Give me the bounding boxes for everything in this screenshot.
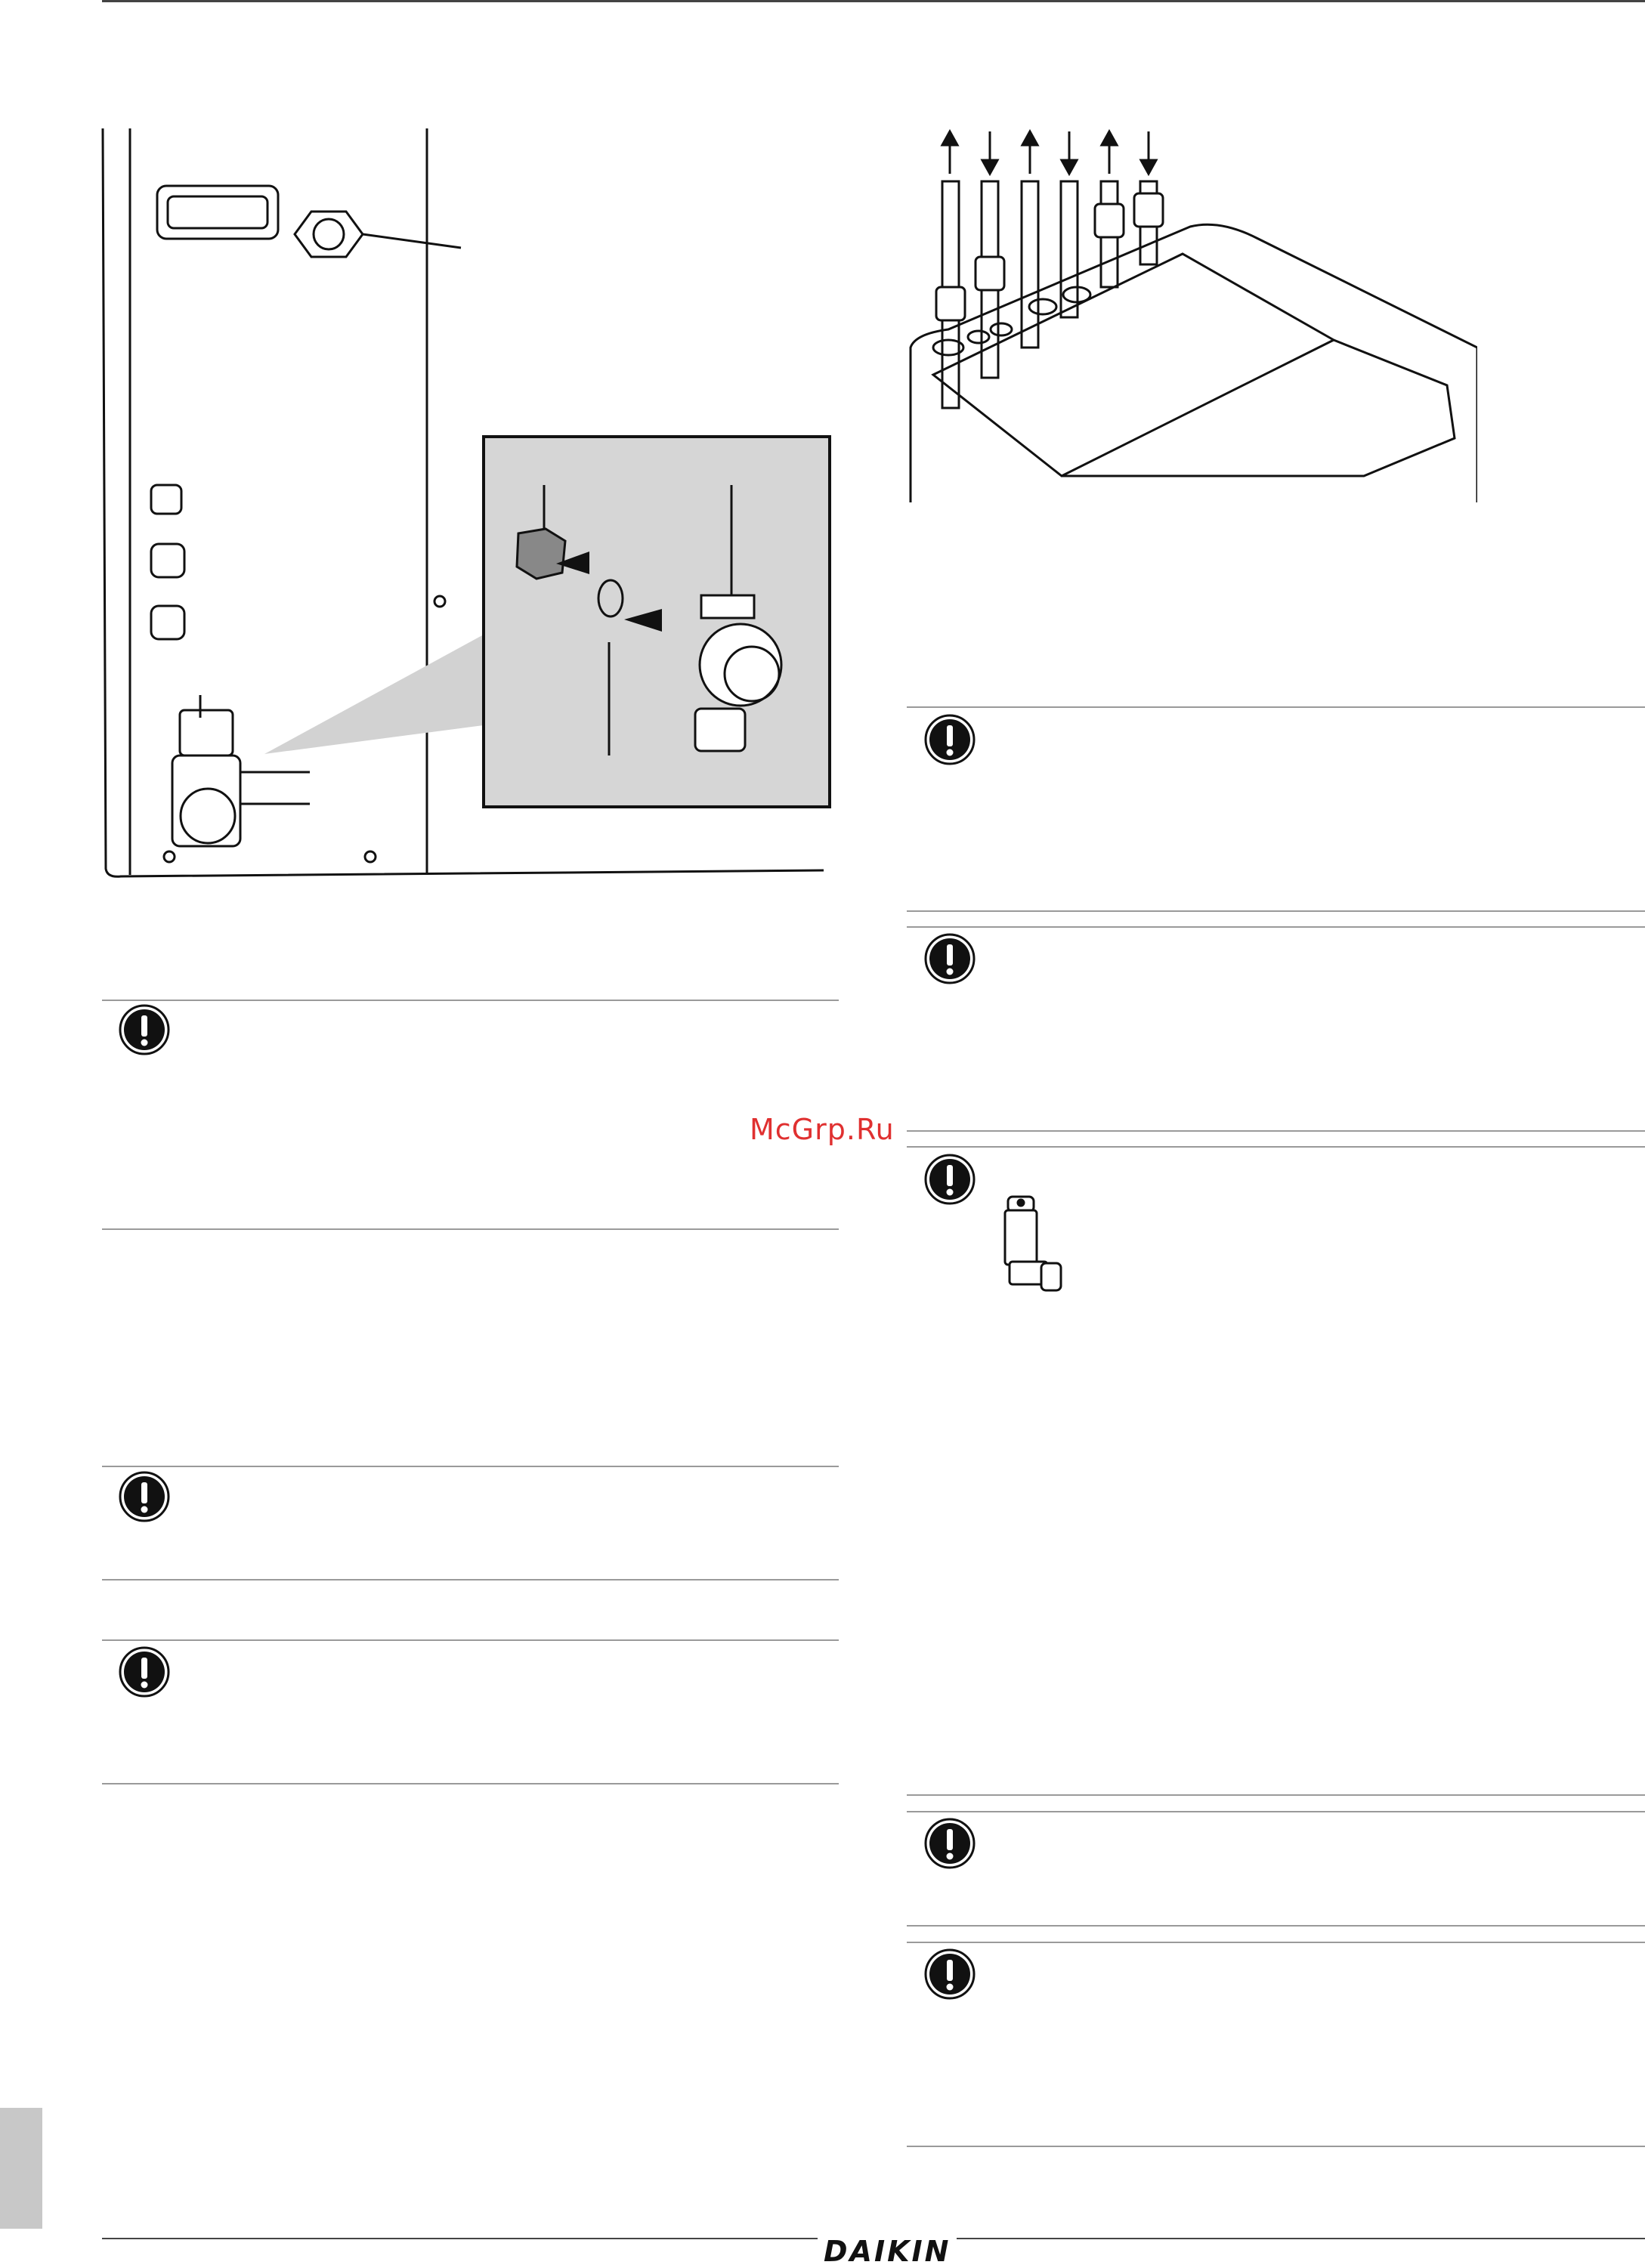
exclamation-circle-icon (923, 1153, 976, 1206)
left-warning-1-top-rule (102, 1000, 839, 1001)
right-warning-2-bottom-rule (907, 1130, 1645, 1132)
right-warning-3-top-rule (907, 1146, 1645, 1148)
figure-unit-top-pipe-connections (903, 121, 1477, 506)
left-warning-2-top-rule (102, 1466, 839, 1467)
exclamation-circle-icon (118, 1470, 171, 1523)
right-warning-1-top-rule (907, 706, 1645, 708)
exclamation-circle-icon (923, 932, 976, 985)
page-side-tab (0, 2108, 42, 2229)
right-warning-4-bottom-rule (907, 1925, 1645, 1927)
flow-direction-arrows (942, 131, 1156, 174)
exclamation-circle-icon (923, 713, 976, 766)
exclamation-circle-icon (923, 1817, 976, 1870)
right-warning-3-bottom-rule (907, 1794, 1645, 1796)
left-warning-1-bottom-rule (102, 1228, 839, 1230)
left-warning-3-bottom-rule (102, 1783, 839, 1784)
right-warning-5-top-rule (907, 1942, 1645, 1943)
header-rule (102, 0, 1645, 2)
left-warning-2-bottom-rule (102, 1579, 839, 1580)
figure-angle-valve (994, 1194, 1073, 1295)
right-warning-2-top-rule (907, 926, 1645, 928)
brand-logo: DAIKIN (818, 2235, 957, 2268)
figure-shutoff-valve-installation (91, 121, 831, 891)
right-warning-4-top-rule (907, 1811, 1645, 1812)
right-warning-1-bottom-rule (907, 910, 1645, 912)
exclamation-circle-icon (118, 1645, 171, 1698)
exclamation-circle-icon (923, 1948, 976, 2001)
right-warning-5-bottom-rule (907, 2146, 1645, 2147)
exclamation-circle-icon (118, 1003, 171, 1056)
watermark: McGrp.Ru (750, 1113, 895, 1146)
left-warning-3-top-rule (102, 1639, 839, 1641)
